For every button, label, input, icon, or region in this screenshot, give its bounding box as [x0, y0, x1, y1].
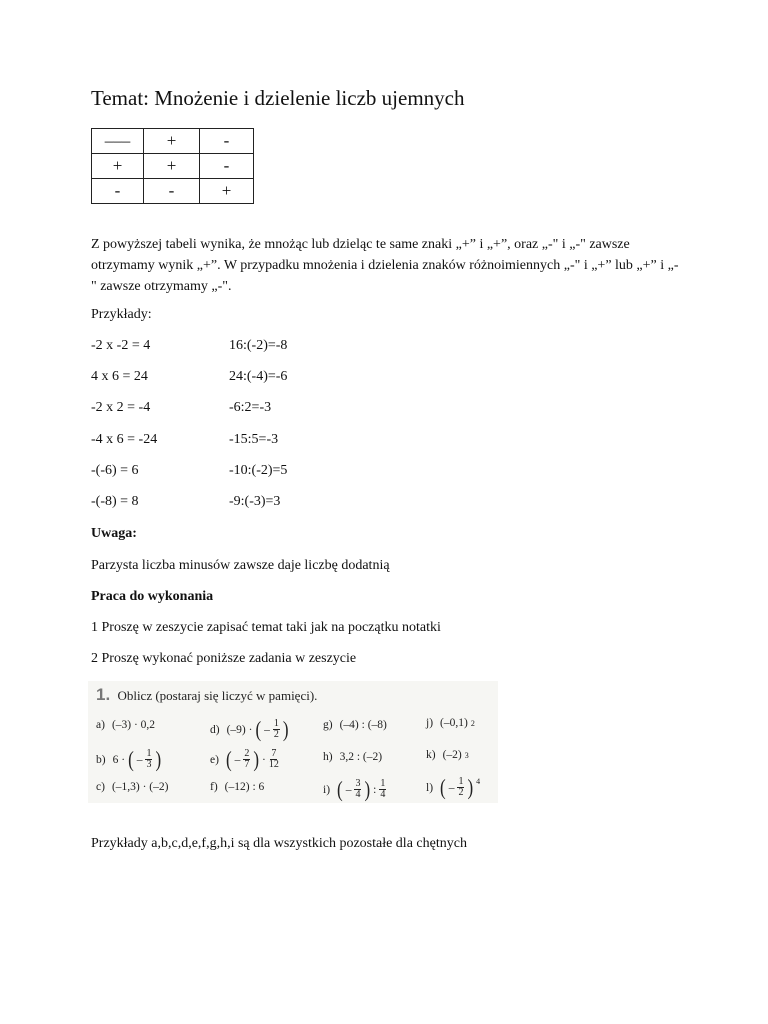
task-1: 1 Proszę w zeszycie zapisać temat taki jak na początku notatki [91, 620, 441, 635]
table-cell: - [200, 129, 254, 154]
table-cell: + [144, 154, 200, 179]
fraction: $\frac{7}{12}$ [268, 748, 279, 770]
exercise-item-k: k) (–2) 3 [426, 749, 469, 761]
fraction: $\frac{1}{2}$ [458, 776, 464, 798]
page-title: Temat: Mnożenie i dzielenie liczb ujemnych [91, 86, 465, 110]
exercise-item-b: b) 6 · ( – $\frac{1}{3}$ ) [96, 747, 162, 772]
exercise-heading [96, 685, 317, 705]
exercise-instruction: Oblicz (postaraj się liczyć w pamięci). [117, 688, 318, 703]
example-mul: 4 x 6 = 24 [91, 369, 148, 384]
example-div: 24:(-4)=-6 [229, 369, 288, 384]
sign-table [91, 128, 254, 204]
exercise-item-l: l) ( – $\frac{1}{2}$ ) $^4$ [426, 775, 481, 800]
table-row [92, 154, 254, 179]
examples-label: Przykłady: [91, 307, 152, 322]
exercise-item-j: j) (–0,1) 2 [426, 717, 475, 729]
table-cell: + [92, 154, 144, 179]
exercise-item-e: e) ( – $\frac{2}{7}$ ) · $\frac{7}{12}$ [210, 747, 279, 772]
intro-paragraph: Z powyższej tabeli wynika, że mnożąc lub dzieląc te same znaki „+” i „+”, oraz „-" i „-" zawsze otrzymamy wynik „+”. W przypadku mnożenia i dzielenia znaków różnoimiennych „-" i „+” lub „+” i „-" zawsze otrzymamy „-". [91, 237, 679, 294]
exercise-item-i: i) ( – $\frac{3}{4}$ ) : $\frac{1}{4}$ [323, 777, 386, 802]
fraction: $\frac{1}{2}$ [273, 718, 279, 740]
exercise-number: 1. [96, 685, 111, 704]
example-mul: -4 x 6 = -24 [91, 432, 158, 447]
fraction: $\frac{3}{4}$ [355, 778, 361, 800]
table-cell: ––– [92, 129, 144, 154]
fraction: $\frac{2}{7}$ [244, 748, 250, 770]
example-mul: -2 x -2 = 4 [91, 338, 151, 353]
table-cell: + [144, 129, 200, 154]
exercise-item-a: a) (–3) · 0,2 [96, 719, 156, 731]
example-div: -6:2=-3 [229, 400, 272, 415]
table-cell: - [92, 179, 144, 204]
example-mul: -(-6) = 6 [91, 463, 139, 478]
fraction: $\frac{1}{4}$ [380, 778, 386, 800]
fraction: $\frac{1}{3}$ [146, 748, 152, 770]
footer-note: Przykłady a,b,c,d,e,f,g,h,i są dla wszystkich pozostałe dla chętnych [91, 836, 467, 851]
note-label: Uwaga: [91, 526, 137, 541]
example-mul: -2 x 2 = -4 [91, 400, 151, 415]
exercise-item-h: h) 3,2 : (–2) [323, 751, 383, 763]
example-div: 16:(-2)=-8 [229, 338, 288, 353]
task-2: 2 Proszę wykonać poniższe zadania w zeszycie [91, 651, 357, 666]
table-cell: - [200, 154, 254, 179]
exercise-box [88, 681, 498, 803]
exercise-item-g: g) (–4) : (–8) [323, 719, 387, 731]
exercise-item-c: c) (–1,3) · (–2) [96, 781, 169, 793]
note-text: Parzysta liczba minusów zawsze daje liczbę dodatnią [91, 558, 390, 573]
exercise-item-d: d) (–9) · ( – $\frac{1}{2}$ ) [210, 717, 289, 742]
example-div: -15:5=-3 [229, 432, 279, 447]
exercise-item-f: f) (–12) : 6 [210, 781, 265, 793]
table-cell: - [144, 179, 200, 204]
table-row [92, 179, 254, 204]
example-div: -9:(-3)=3 [229, 494, 281, 509]
example-mul: -(-8) = 8 [91, 494, 139, 509]
example-div: -10:(-2)=5 [229, 463, 288, 478]
table-cell: + [200, 179, 254, 204]
table-row [92, 129, 254, 154]
work-label: Praca do wykonania [91, 589, 214, 604]
